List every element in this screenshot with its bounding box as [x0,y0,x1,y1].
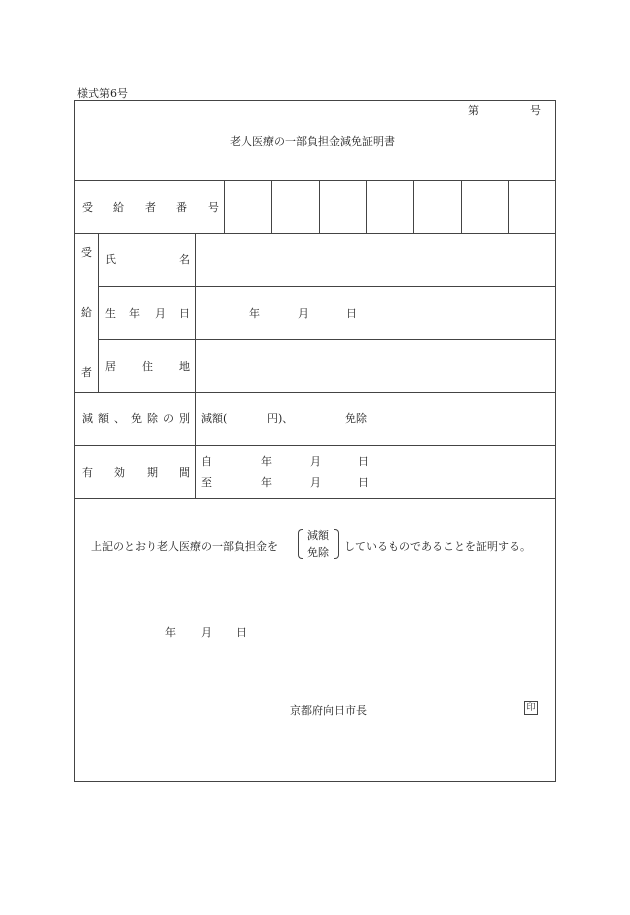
recipient-number-label-char: 号 [208,201,219,214]
cell-divider [98,233,99,392]
certification-suffix: しているものであることを証明する。 [344,540,531,553]
option-left-brace [298,529,303,559]
reduction-label-char: 、 [114,412,125,425]
form-number: 様式第6号 [77,87,128,100]
address-label-char: 居 [105,360,116,373]
row-divider [75,233,555,234]
birth-month-unit: 月 [298,307,309,320]
date-year-unit: 年 [165,626,176,639]
recipient-number-label-char: 者 [145,201,156,214]
reduction-reduced-suffix: 円)、 [267,412,294,425]
cell-divider [195,392,196,498]
reduction-label-char: の [163,412,174,425]
validity-to-day-unit: 日 [358,476,369,489]
seal-mark [524,701,538,715]
row-divider [98,339,555,340]
validity-to-year-unit: 年 [261,476,272,489]
reduction-label-char: 減 [82,412,93,425]
row-divider [75,445,555,446]
reduction-exempt: 免除 [345,412,367,425]
cell-divider [413,180,414,233]
reduction-label-char: 免 [131,412,142,425]
name-label-char: 氏 [105,253,116,266]
validity-from-year-unit: 年 [261,455,272,468]
doc-number-dai: 第 [468,104,479,117]
cell-divider [271,180,272,233]
row-divider [75,392,555,393]
validity-from-month-unit: 月 [310,455,321,468]
birth-year-unit: 年 [249,307,260,320]
validity-label-char: 期 [147,466,158,479]
date-day-unit: 日 [236,626,247,639]
issuer-name: 京都府向日市長 [290,704,367,717]
row-divider [75,180,555,181]
cell-divider [224,180,225,233]
certification-option-exempt: 免除 [307,546,329,559]
recipient-number-label-char: 受 [82,201,93,214]
recipient-side-char: 者 [81,366,92,379]
cell-divider [366,180,367,233]
birth-label-char: 月 [155,307,166,320]
reduction-reduced-prefix: 減額( [201,412,228,425]
cell-divider [508,180,509,233]
reduction-label-char: 別 [179,412,190,425]
validity-from: 自 [201,455,212,468]
validity-label-char: 間 [179,466,190,479]
recipient-side-char: 給 [81,306,92,319]
cell-divider [461,180,462,233]
certificate-form [74,100,556,782]
date-month-unit: 月 [201,626,212,639]
validity-label-char: 有 [82,466,93,479]
option-right-brace [334,529,339,559]
cell-divider [319,180,320,233]
birth-day-unit: 日 [346,307,357,320]
cell-divider [195,233,196,392]
birth-label-char: 年 [129,307,140,320]
address-label-char: 地 [179,360,190,373]
birth-label-char: 日 [179,307,190,320]
certification-option-reduce: 減額 [307,529,329,542]
reduction-label-char: 額 [98,412,109,425]
birth-label-char: 生 [105,307,116,320]
recipient-number-label-char: 給 [113,201,124,214]
reduction-label-char: 除 [147,412,158,425]
document-title: 老人医療の一部負担金減免証明書 [230,135,395,148]
recipient-side-char: 受 [81,246,92,259]
validity-from-day-unit: 日 [358,455,369,468]
row-divider [98,286,555,287]
validity-to-month-unit: 月 [310,476,321,489]
row-divider [75,498,555,499]
doc-number-go: 号 [530,104,541,117]
name-label-char: 名 [179,253,190,266]
seal-char: 印 [526,703,536,713]
validity-to: 至 [201,476,212,489]
address-label-char: 住 [142,360,153,373]
recipient-number-label-char: 番 [176,201,187,214]
certification-prefix: 上記のとおり老人医療の一部負担金を [91,540,278,553]
validity-label-char: 効 [114,466,125,479]
